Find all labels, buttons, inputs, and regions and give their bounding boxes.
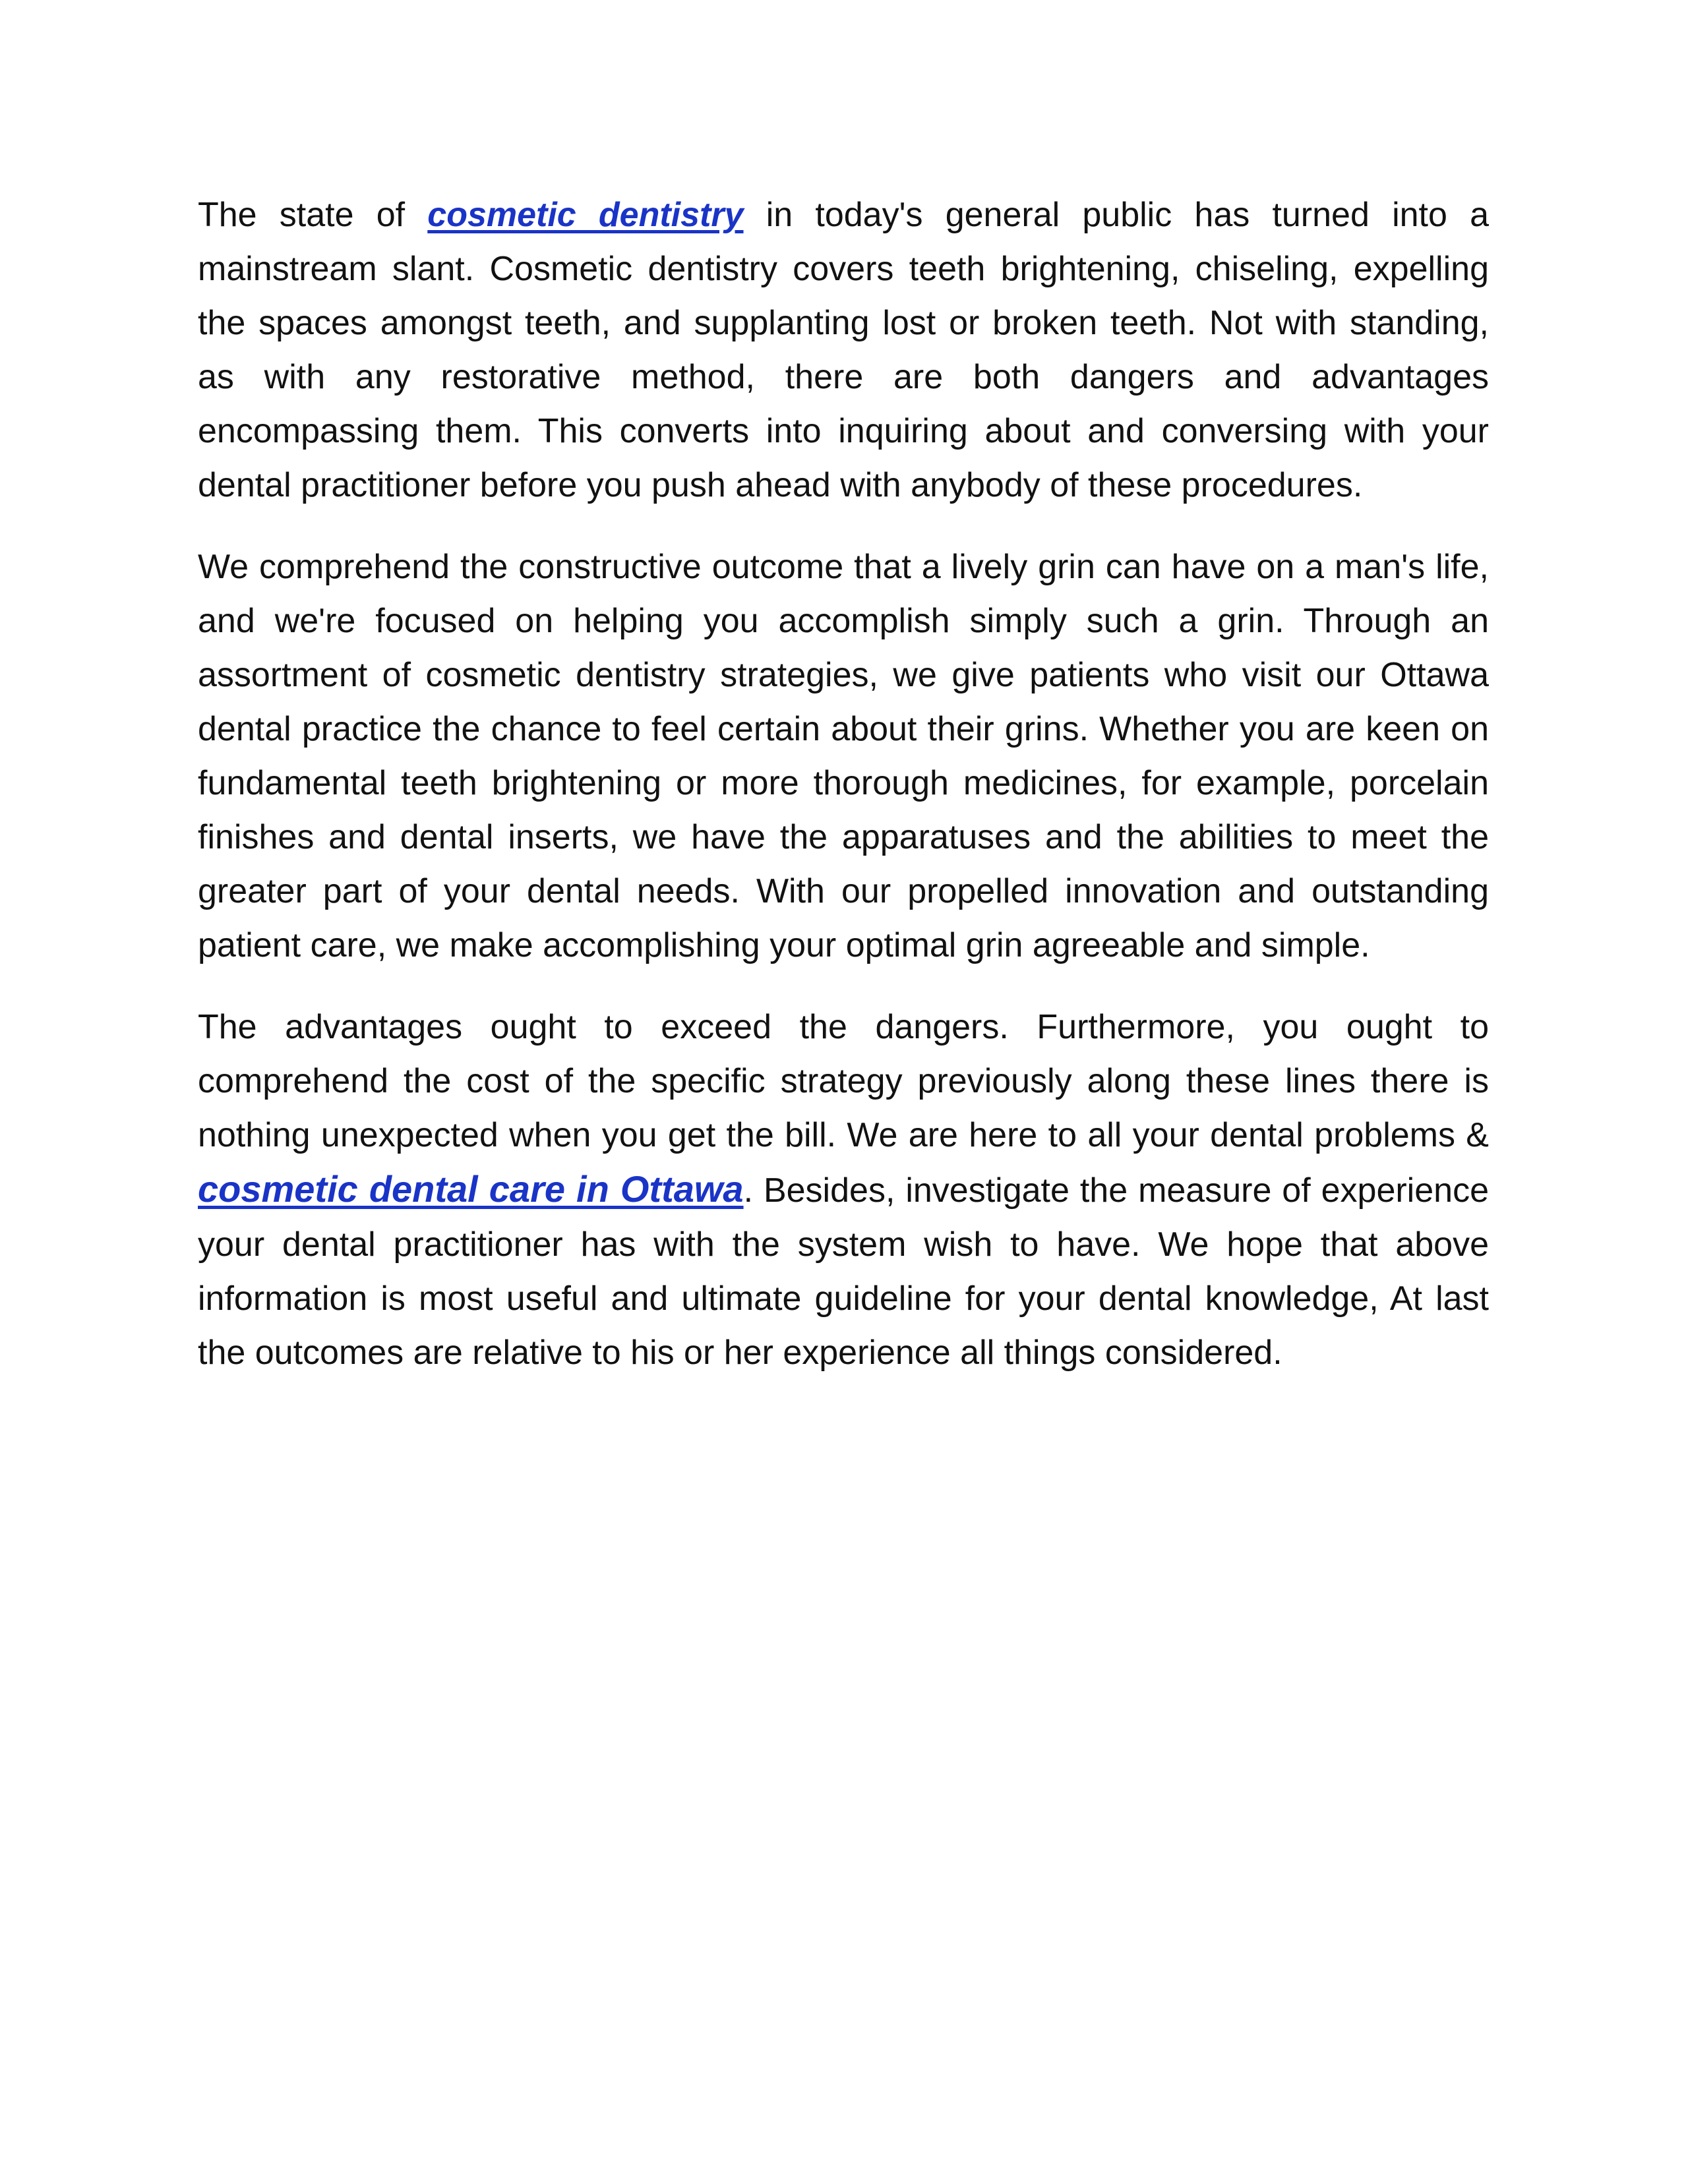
paragraph-3: [198, 1000, 1489, 1380]
paragraph-2: We comprehend the constructive outcome that a lively grin can have on a man's life, and we're focused on helping you accomplish simply such a grin. Through an assortment of cosmetic dentistry strategies, we give patients who visit our Ottawa dental practice the chance to feel certain about their grins. Whether you are keen on fundamental teeth brightening or more thorough medicines, for example, porcelain finishes and dental inserts, we have the apparatuses and the abilities to meet the greater part of your dental needs. With our propelled innovation and outstanding patient care, we make accomplishing your optimal grin agreeable and simple.: [198, 548, 1489, 964]
document-body: [198, 188, 1489, 1407]
paragraph-3-suffix: . Besides, investigate the measure of experience your dental practitioner has with the system wish to have. We hope that above information is most useful and ultimate guideline for your dental knowledge, At last the outcomes are relative to his or her experience all things considered.: [198, 1171, 1489, 1372]
paragraph-3-prefix: The advantages ought to exceed the dangers. Furthermore, you ought to comprehend the cost of the specific strategy previously along these lines there is nothing unexpected when you get the bill. We are here to all your dental problems &: [198, 1008, 1489, 1154]
paragraph-1: [198, 188, 1489, 512]
paragraph-1-prefix: The state of: [198, 196, 428, 234]
paragraph-1-suffix: in today's general public has turned into a mainstream slant. Cosmetic dentistry covers teeth brightening, chiseling, expelling the spaces amongst teeth, and supplanting lost or broken teeth. Not with standing, as with any restorative method, there are both dangers and advantages encompassing them. This converts into inquiring about and conversing with your dental practitioner before you push ahead with anybody of these procedures.: [198, 196, 1490, 504]
cosmetic-dentistry-link[interactable]: cosmetic dentistry: [427, 196, 744, 234]
cosmetic-dental-care-ottawa-link[interactable]: cosmetic dental care in Ottawa: [198, 1168, 744, 1210]
